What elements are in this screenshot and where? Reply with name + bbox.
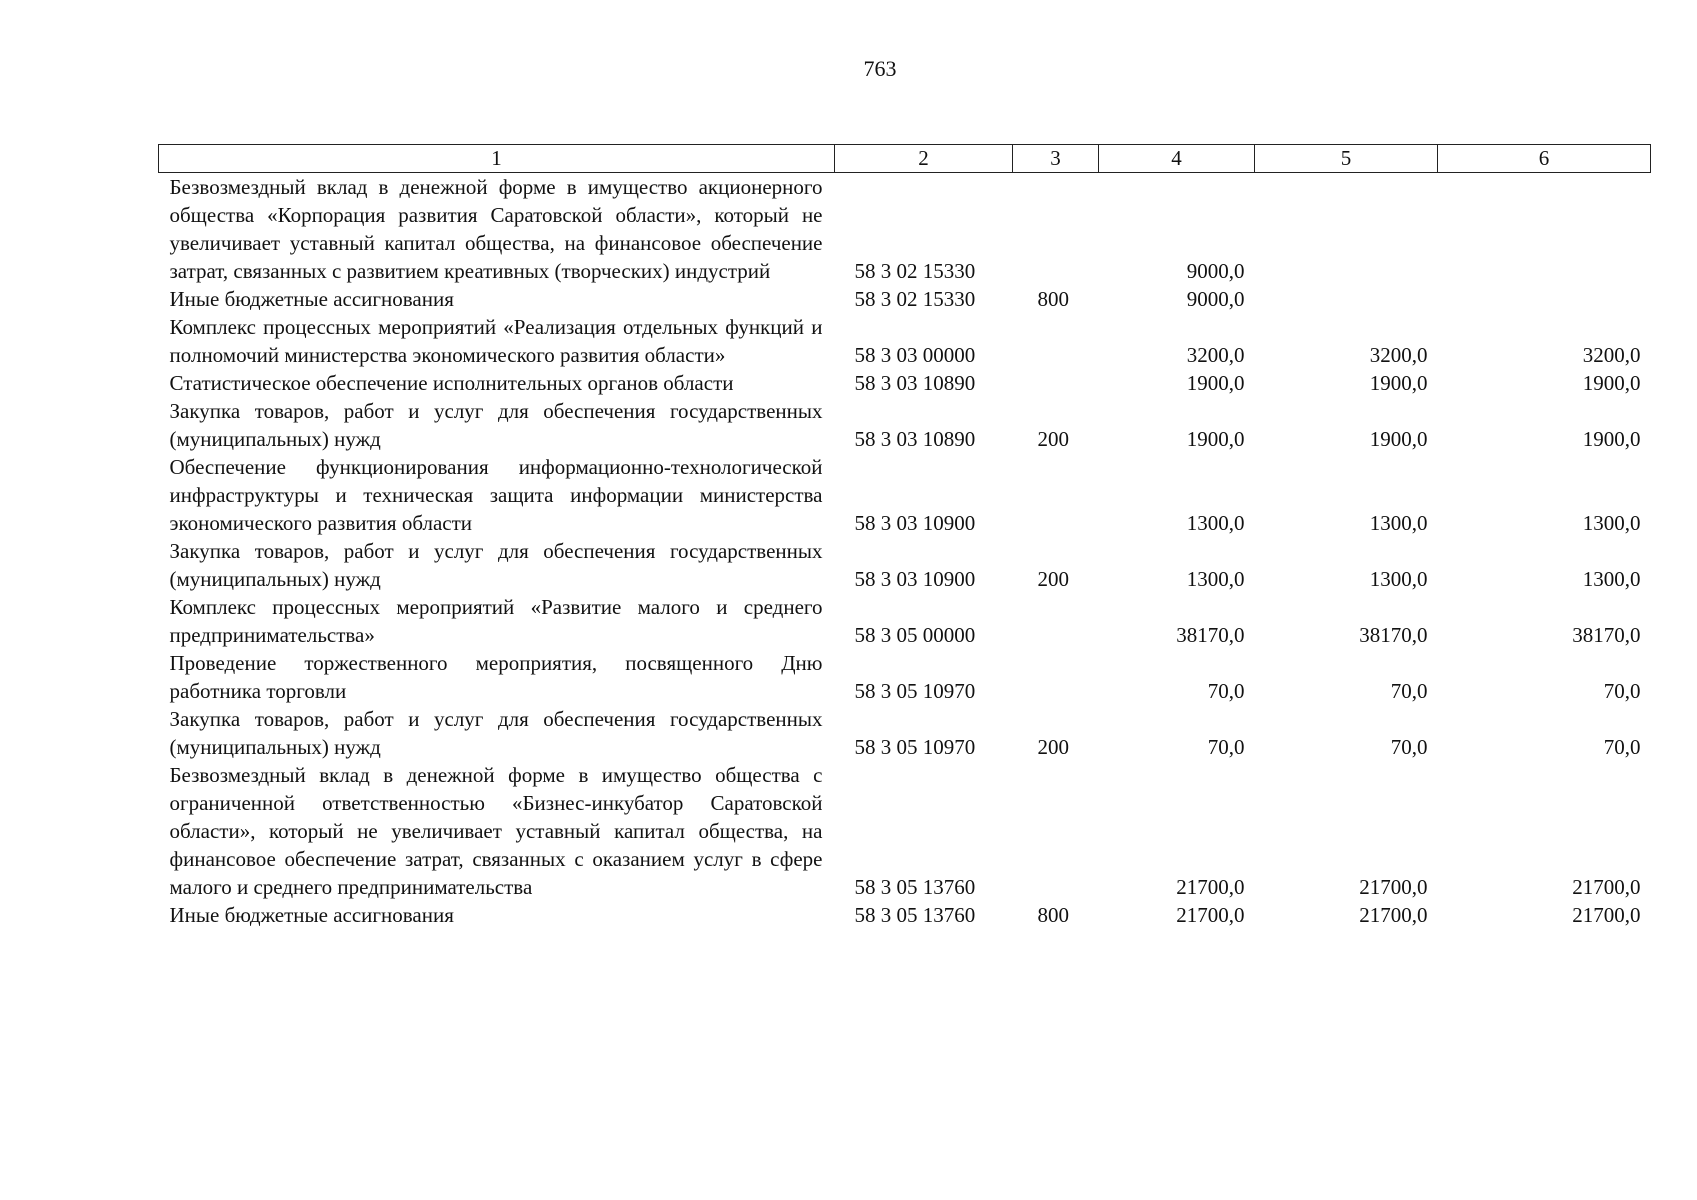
table-row [159,369,1651,397]
row-value-2: 1900,0 [1369,371,1428,395]
column-header-6: 6 [1438,145,1651,173]
row-value-3: 38170,0 [1572,623,1641,647]
row-name: Закупка товаров, работ и услуг для обеспечения государственных (муниципальных) нужд [169,399,823,451]
row-expense-type [1013,453,1099,537]
row-value-2: 1900,0 [1369,427,1428,451]
row-name: Статистическое обеспечение исполнительных органов области [169,371,734,395]
row-code: 58 3 05 13760 [854,875,976,899]
table-row [159,313,1651,369]
row-value-1: 38170,0 [1176,623,1245,647]
row-code: 58 3 05 10970 [854,735,976,759]
table-row [159,761,1651,901]
row-value-2: 70,0 [1390,735,1428,759]
row-expense-type [1013,369,1099,397]
row-code: 58 3 03 10900 [854,567,976,591]
row-name: Безвозмездный вклад в денежной форме в имущество акционерного общества «Корпорация развития Саратовской области», который не увеличивает уставный капитал общества, на финансовое обеспечение затрат, связанных с развитием креативных (творческих) индустрий [169,175,823,283]
header-row [159,145,1651,173]
table-row [159,901,1651,929]
row-value-3 [1438,285,1651,313]
row-value-3: 70,0 [1603,679,1641,703]
row-value-1: 21700,0 [1176,875,1245,899]
column-header-2: 2 [835,145,1013,173]
row-name: Иные бюджетные ассигнования [169,287,454,311]
row-code: 58 3 03 10890 [854,371,976,395]
row-name: Комплекс процессных мероприятий «Реализация отдельных функций и полномочий министерства экономического развития области» [169,315,823,367]
row-expense-type [1013,173,1099,286]
row-name: Иные бюджетные ассигнования [169,903,454,927]
row-value-3: 1300,0 [1582,567,1641,591]
row-value-1: 9000,0 [1186,259,1245,283]
row-value-3: 21700,0 [1572,903,1641,927]
row-value-2: 3200,0 [1369,343,1428,367]
table-row [159,453,1651,537]
row-code: 58 3 02 15330 [854,287,976,311]
table-row [159,285,1651,313]
row-value-3 [1438,173,1651,286]
row-code: 58 3 03 10890 [854,427,976,451]
row-code: 58 3 03 10900 [854,511,976,535]
row-value-1: 1300,0 [1186,567,1245,591]
row-value-3: 70,0 [1603,735,1641,759]
row-value-2 [1255,285,1438,313]
row-name: Комплекс процессных мероприятий «Развитие малого и среднего предпринимательства» [169,595,823,647]
column-header-1: 1 [159,145,835,173]
row-value-1: 70,0 [1207,735,1245,759]
row-expense-type: 200 [1037,567,1069,591]
row-value-1: 1900,0 [1186,371,1245,395]
row-expense-type [1013,649,1099,705]
row-value-3: 1900,0 [1582,371,1641,395]
page-number: 763 [863,56,897,81]
row-value-3: 3200,0 [1582,343,1641,367]
row-code: 58 3 05 00000 [854,623,976,647]
table-row [159,649,1651,705]
row-expense-type: 200 [1037,735,1069,759]
table-row [159,537,1651,593]
table-body [159,173,1651,930]
row-value-3: 1900,0 [1582,427,1641,451]
row-name: Обеспечение функционирования информационно-технологической инфраструктуры и техническая защита информации министерства экономического развития области [169,455,823,535]
table-row [159,705,1651,761]
row-value-3: 1300,0 [1582,511,1641,535]
table-header [159,145,1651,173]
row-value-2: 70,0 [1390,679,1428,703]
table-row [159,173,1651,286]
row-value-1: 21700,0 [1176,903,1245,927]
row-value-1: 1300,0 [1186,511,1245,535]
row-expense-type: 200 [1037,427,1069,451]
row-value-1: 1900,0 [1186,427,1245,451]
row-name: Безвозмездный вклад в денежной форме в имущество общества с ограниченной ответственностью «Бизнес-инкубатор Саратовской области», который не увеличивает уставный капитал общества, на финансовое обеспечение затрат, связанных с оказанием услуг в сфере малого и среднего предпринимательства [169,763,823,899]
row-name: Закупка товаров, работ и услуг для обеспечения государственных (муниципальных) нужд [169,707,823,759]
row-value-2: 38170,0 [1359,623,1428,647]
table-row [159,397,1651,453]
column-header-3: 3 [1013,145,1099,173]
row-value-2 [1255,173,1438,286]
row-name: Проведение торжественного мероприятия, посвященного Дню работника торговли [169,651,823,703]
row-value-2: 1300,0 [1369,567,1428,591]
row-value-1: 70,0 [1207,679,1245,703]
column-header-5: 5 [1255,145,1438,173]
row-expense-type: 800 [1037,287,1069,311]
row-code: 58 3 03 00000 [854,343,976,367]
budget-table [158,144,1651,929]
row-expense-type [1013,593,1099,649]
row-value-2: 1300,0 [1369,511,1428,535]
row-value-2: 21700,0 [1359,875,1428,899]
row-value-1: 3200,0 [1186,343,1245,367]
row-code: 58 3 05 10970 [854,679,976,703]
row-name: Закупка товаров, работ и услуг для обеспечения государственных (муниципальных) нужд [169,539,823,591]
row-code: 58 3 05 13760 [854,903,976,927]
row-value-3: 21700,0 [1572,875,1641,899]
column-header-4: 4 [1099,145,1255,173]
row-expense-type: 800 [1037,903,1069,927]
row-value-1: 9000,0 [1186,287,1245,311]
row-value-2: 21700,0 [1359,903,1428,927]
row-expense-type [1013,313,1099,369]
table-row [159,593,1651,649]
row-code: 58 3 02 15330 [854,259,976,283]
row-expense-type [1013,761,1099,901]
